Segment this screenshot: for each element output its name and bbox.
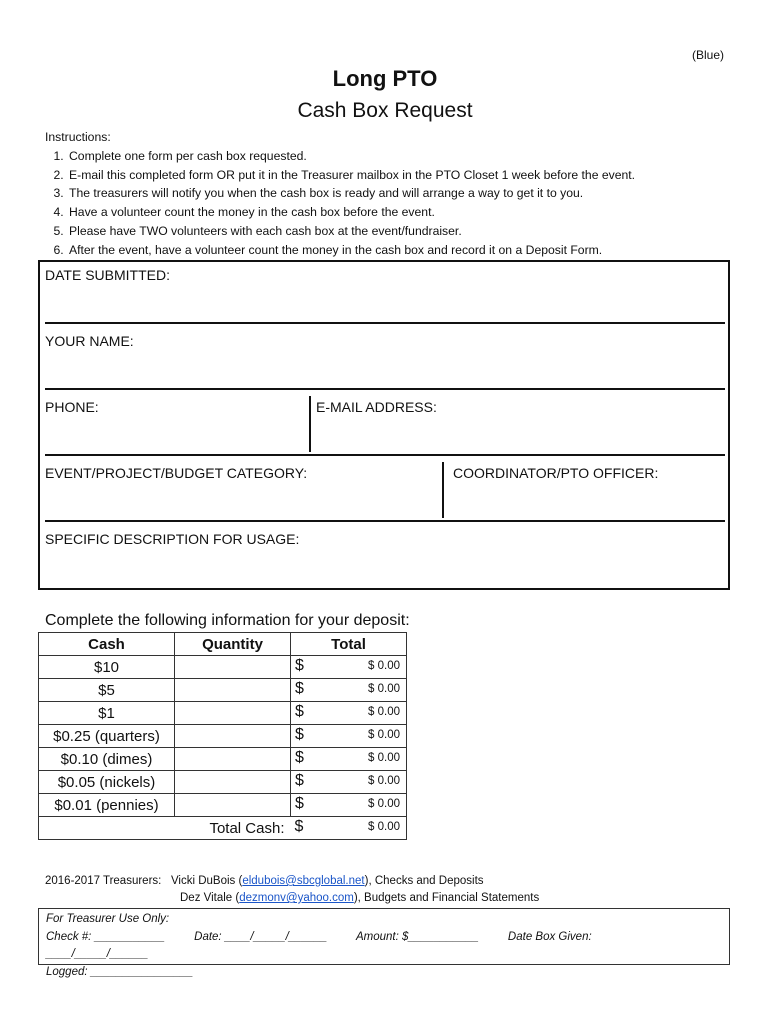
total-amount[interactable]: $ 0.00 xyxy=(368,729,400,741)
email-label: E-MAIL ADDRESS: xyxy=(316,399,437,415)
treasurer-1-email-link[interactable]: eldubois@sbcglobal.net xyxy=(242,875,365,887)
table-row xyxy=(39,725,407,748)
date-field[interactable]: Date: ____/_____/______ xyxy=(194,930,328,943)
cash-denomination: $0.10 (dimes) xyxy=(39,748,175,771)
cash-denomination: $10 xyxy=(39,656,175,679)
total-cell xyxy=(291,748,407,771)
dollar-sign: $ xyxy=(295,657,304,674)
cash-denomination: $0.01 (pennies) xyxy=(39,794,175,817)
your-name-label: YOUR NAME: xyxy=(45,333,134,349)
quantity-input[interactable] xyxy=(175,794,291,817)
coordinator-label: COORDINATOR/PTO OFFICER: xyxy=(453,465,659,481)
dollar-sign: $ xyxy=(295,680,304,697)
treasurer-use-box xyxy=(38,908,730,978)
total-cell xyxy=(291,725,407,748)
total-cell xyxy=(291,771,407,794)
deposit-table xyxy=(38,632,407,840)
cash-denomination: $0.05 (nickels) xyxy=(39,771,175,794)
amount-field[interactable]: Amount: $___________ xyxy=(355,930,479,943)
quantity-input[interactable] xyxy=(175,725,291,748)
dollar-sign: $ xyxy=(295,795,304,812)
description-label: SPECIFIC DESCRIPTION FOR USAGE: xyxy=(45,531,300,547)
quantity-input[interactable] xyxy=(175,702,291,725)
total-cash-amount[interactable]: $ 0.00 xyxy=(368,821,400,833)
instructions xyxy=(45,128,635,260)
instructions-list xyxy=(45,147,635,260)
instruction-item: 4. Have a volunteer count the money in the cash box before the event. xyxy=(67,203,635,222)
total-amount[interactable]: $ 0.00 xyxy=(368,775,400,787)
cash-denomination: $0.25 (quarters) xyxy=(39,725,175,748)
quantity-input[interactable] xyxy=(175,656,291,679)
dollar-sign: $ xyxy=(294,818,304,835)
phone-label: PHONE: xyxy=(45,399,99,415)
page-title: Long PTO xyxy=(332,66,438,91)
cash-denomination: $1 xyxy=(39,702,175,725)
dollar-sign: $ xyxy=(295,749,304,766)
treasurer-1-role: ), Checks and Deposits xyxy=(364,875,484,887)
check-number-field[interactable]: Check #: ___________ xyxy=(46,930,165,943)
table-row xyxy=(39,794,407,817)
deposit-heading: Complete the following information for your deposit: xyxy=(45,612,410,629)
logged-field[interactable]: Logged: ________________ xyxy=(46,965,194,978)
treasurer-1-name: Vicki DuBois ( xyxy=(170,875,243,887)
treasurer-2-role: ), Budgets and Financial Statements xyxy=(353,892,540,904)
column-header-quantity: Quantity xyxy=(175,633,291,656)
total-amount[interactable]: $ 0.00 xyxy=(368,660,400,672)
instruction-item: 3. The treasurers will notify you when the cash box is ready and will arrange a way to get it to you. xyxy=(67,184,635,203)
column-header-cash: Cash xyxy=(39,633,175,656)
treasurer-use-label: For Treasurer Use Only: xyxy=(46,913,170,925)
instruction-item: 6. After the event, have a volunteer count the money in the cash box and record it on a Deposit Form. xyxy=(67,241,635,260)
treasurers-info xyxy=(45,873,539,907)
total-amount[interactable]: $ 0.00 xyxy=(368,706,400,718)
column-header-total: Total xyxy=(291,633,407,656)
quantity-input[interactable] xyxy=(175,771,291,794)
total-amount[interactable]: $ 0.00 xyxy=(368,683,400,695)
treasurer-2-email-link[interactable]: dezmonv@yahoo.com xyxy=(239,892,354,904)
date-submitted-field[interactable] xyxy=(45,322,725,324)
form-color-tag: (Blue) xyxy=(691,48,724,62)
instruction-item: 1. Complete one form per cash box requested. xyxy=(67,147,635,166)
instructions-label: Instructions: xyxy=(45,130,111,144)
total-row xyxy=(39,817,407,840)
cash-denomination: $5 xyxy=(39,679,175,702)
description-field[interactable] xyxy=(45,552,725,586)
table-row xyxy=(39,679,407,702)
instruction-item: 2. E-mail this completed form OR put it in the Treasurer mailbox in the PTO Closet 1 week before the event. xyxy=(67,166,635,185)
your-name-field[interactable] xyxy=(45,388,725,390)
phone-email-field[interactable] xyxy=(45,454,725,456)
treasurer-use-fields xyxy=(46,929,722,964)
date-box-given-field[interactable]: Date Box Given: ____/_____/______ xyxy=(46,930,592,960)
total-cell xyxy=(291,656,407,679)
date-submitted-label: DATE SUBMITTED: xyxy=(45,267,170,283)
table-row xyxy=(39,748,407,771)
table-row xyxy=(39,702,407,725)
quantity-input[interactable] xyxy=(175,679,291,702)
treasurers-label: 2016-2017 Treasurers: xyxy=(45,875,162,887)
event-coordinator-field[interactable] xyxy=(45,520,725,522)
table-row xyxy=(39,656,407,679)
total-amount[interactable]: $ 0.00 xyxy=(368,798,400,810)
table-row xyxy=(39,771,407,794)
phone-email-divider xyxy=(309,396,311,452)
total-cell xyxy=(291,702,407,725)
deposit-table-header xyxy=(39,633,407,656)
total-cash-label: Total Cash: xyxy=(39,817,291,840)
total-amount[interactable]: $ 0.00 xyxy=(368,752,400,764)
event-coordinator-divider xyxy=(442,462,444,518)
event-category-label: EVENT/PROJECT/BUDGET CATEGORY: xyxy=(45,465,308,481)
dollar-sign: $ xyxy=(295,772,304,789)
instruction-item: 5. Please have TWO volunteers with each cash box at the event/fundraiser. xyxy=(67,222,635,241)
total-cash-cell xyxy=(291,817,407,840)
treasurer-2-name: Dez Vitale ( xyxy=(180,892,240,904)
quantity-input[interactable] xyxy=(175,748,291,771)
dollar-sign: $ xyxy=(295,703,304,720)
total-cell xyxy=(291,794,407,817)
page-subtitle: Cash Box Request xyxy=(297,99,473,122)
dollar-sign: $ xyxy=(295,726,304,743)
total-cell xyxy=(291,679,407,702)
